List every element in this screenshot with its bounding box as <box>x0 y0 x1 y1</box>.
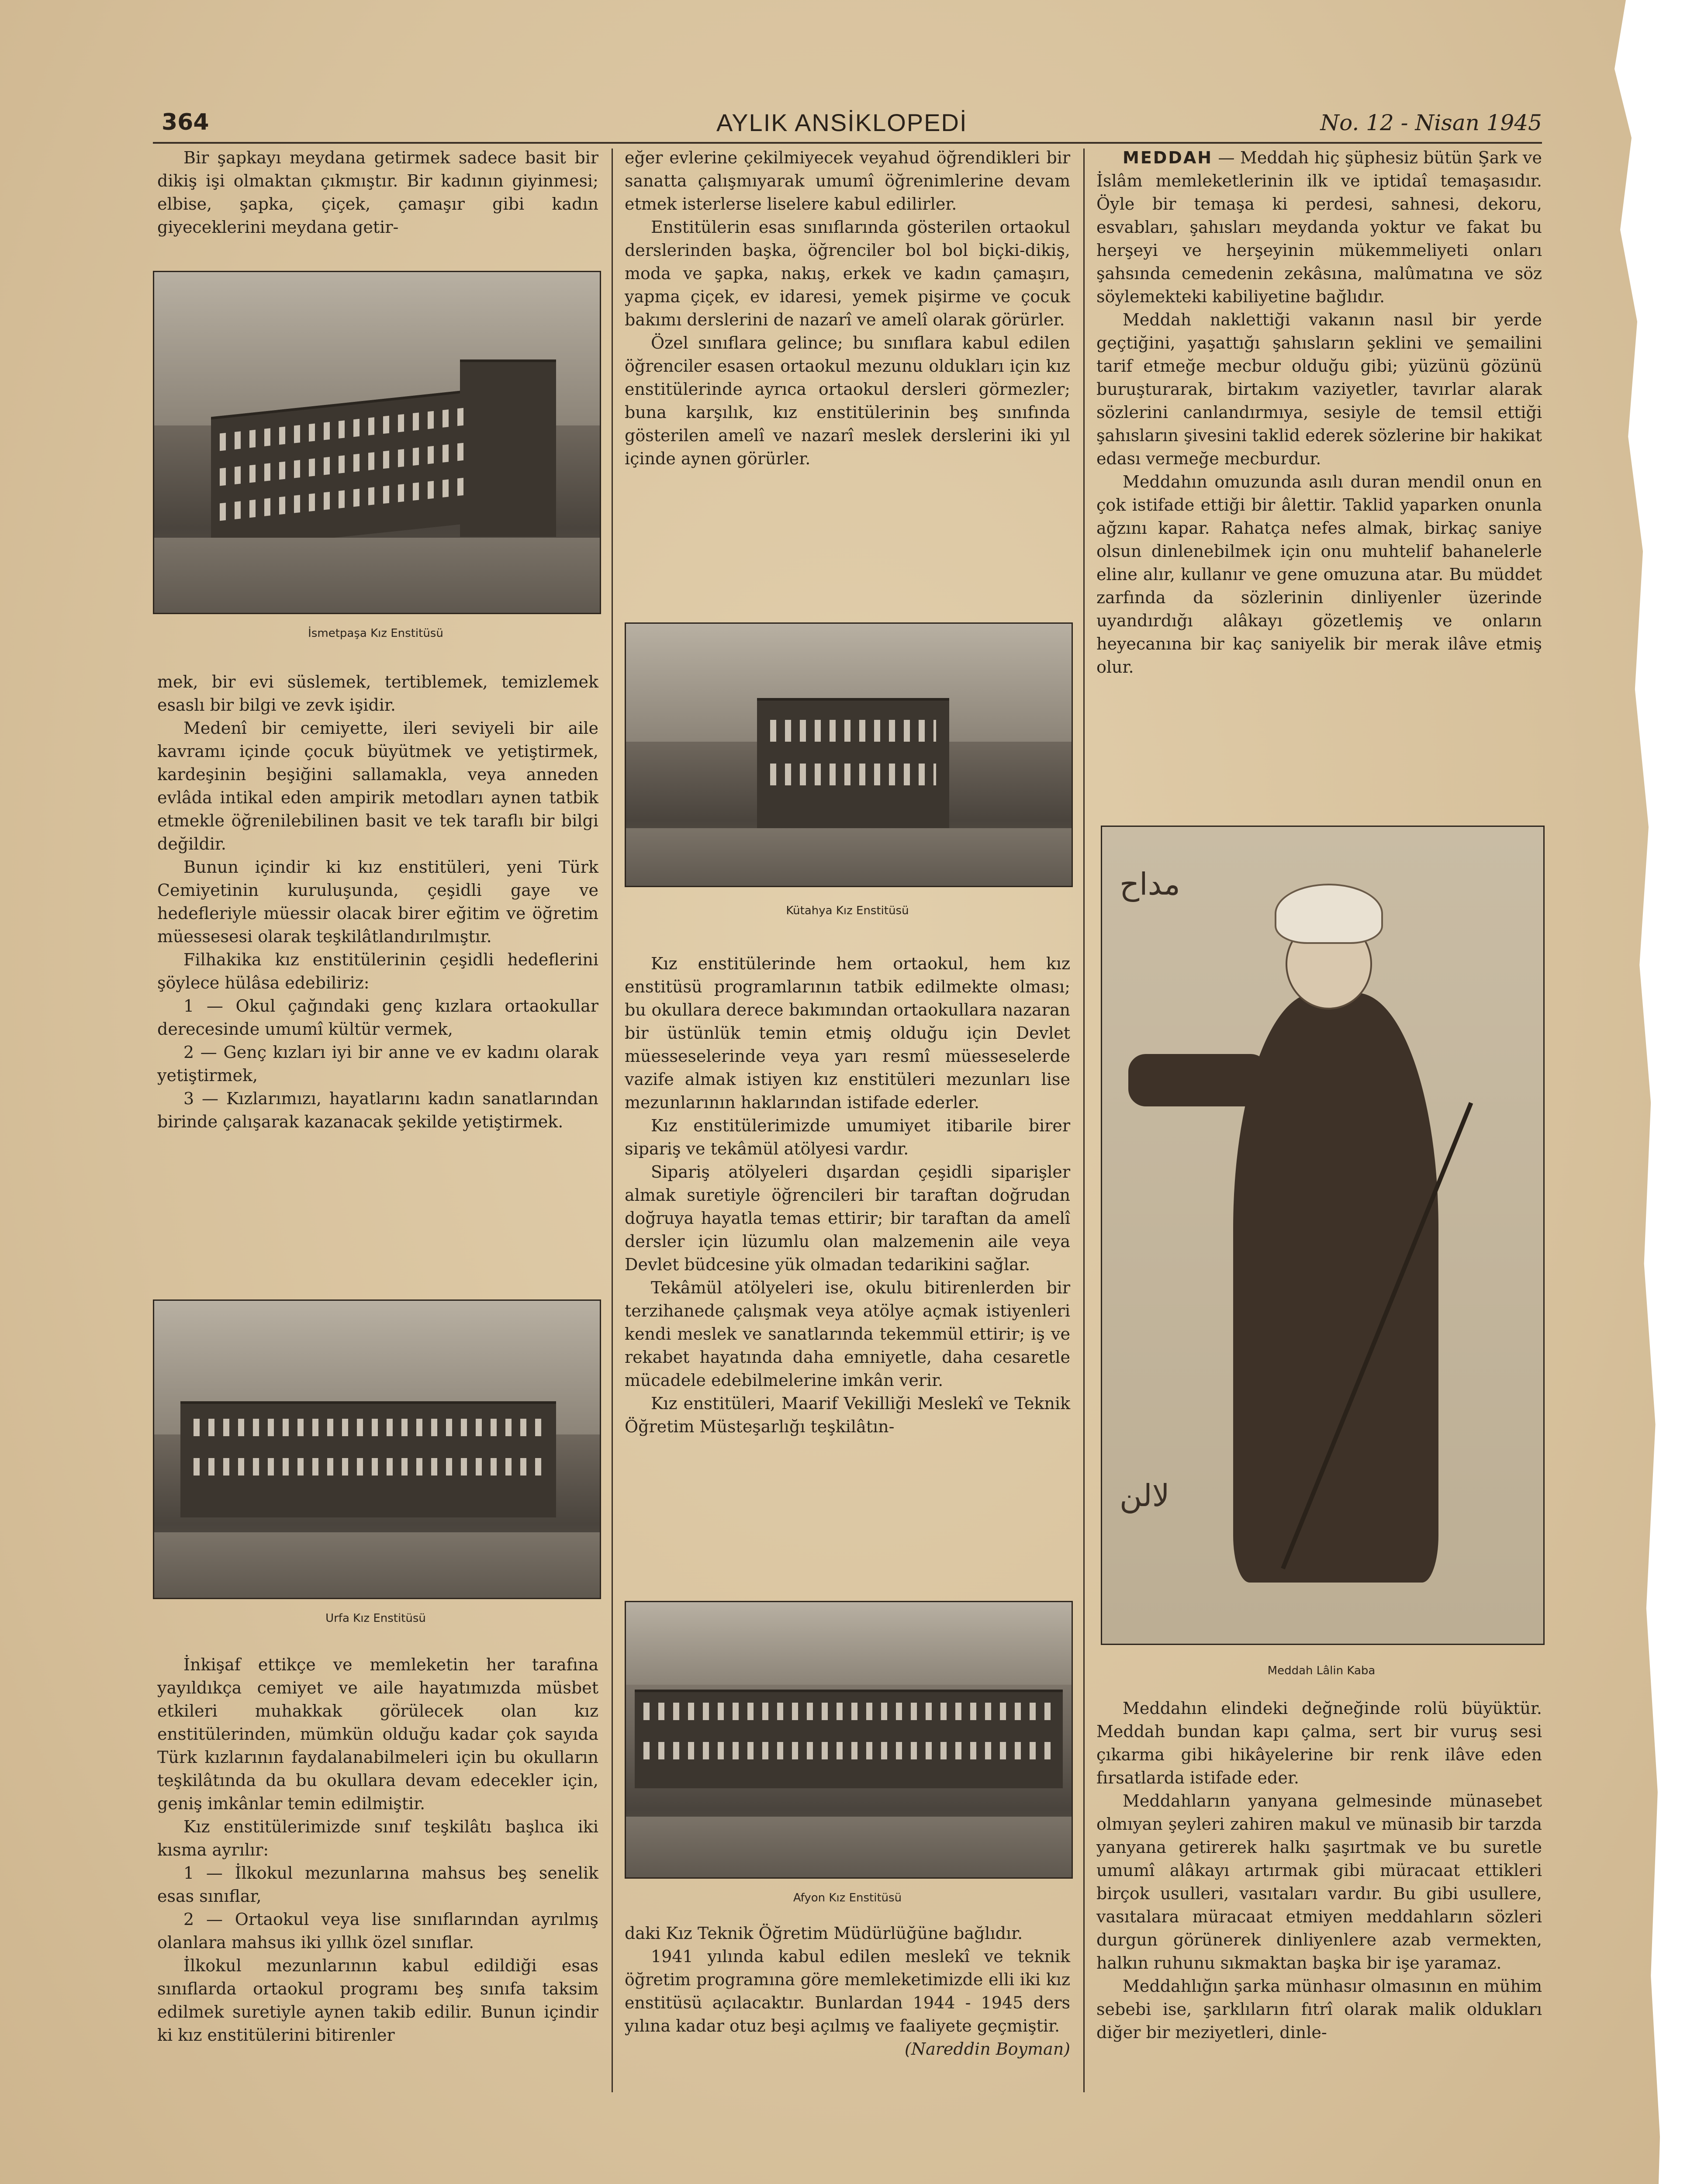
paragraph: Tekâmül atölyeleri ise, okulu bitirenlerden bir terzihanede çalışmak veya atölye açmak istiyenleri kendi meslek ve sanatlarında tekemmül ettirir; iş ve rekabet hayatında daha emniyetle, daha cesaretle mücadele edebilmelerine imkân verir. <box>625 1278 1070 1390</box>
paragraph: eğer evlerine çekilmiyecek veyahud öğrendikleri bir sanatta çalışmıyarak umumî öğrenimlerine devam etmek isterlerse liselere kabul edilirler. <box>625 148 1070 214</box>
entry-paragraph <box>1096 146 1542 308</box>
calligraphy-mark: ﻻﻟﻦ <box>1120 1478 1170 1514</box>
list-item: 1 — İlkokul mezunlarına mahsus beş senelik esas sınıflar, <box>157 1863 598 1906</box>
photo-ground <box>154 538 600 613</box>
photo-windows <box>770 764 936 785</box>
photo-caption: Afyon Kız Enstitüsü <box>793 1891 902 1904</box>
paragraph: İlkokul mezunlarının kabul edildiği esas sınıflarda ortaokul programı beş sınıfa taksim edilmek suretiyle aynen takib edilir. Bunun içindir ki kız enstitülerini bitirenler <box>157 1956 598 2045</box>
photo-windows <box>643 1742 1054 1759</box>
photo-ground <box>626 828 1072 886</box>
column-3-top <box>1096 146 1542 679</box>
paragraph: Kız enstitülerinde hem ortaokul, hem kız enstitüsü programlarının tatbik edilmekte olması; bu okullara derece bakımından ortaokullara nazaran bir üstünlük temin etmiş olduğu için Devlet müesseselerinde veya yarı resmî müesseselerde vazife almak istiyen kız enstitüleri mezunları lise mezunlarının haklarından istifade ederler. <box>625 954 1070 1112</box>
photo-ground <box>154 1532 600 1598</box>
photo-sky <box>626 1602 1072 1685</box>
figure-arm <box>1128 1054 1268 1106</box>
photo-urfa-institute <box>153 1299 601 1599</box>
photo-kutahya-institute <box>625 622 1073 887</box>
list-item: 2 — Genç kızları iyi bir anne ve ev kadını olarak yetiştirmek, <box>157 1043 598 1085</box>
column-1-middle <box>157 670 598 1133</box>
paragraph: daki Kız Teknik Öğretim Müdürlüğüne bağlıdır. <box>625 1924 1023 1943</box>
photo-windows <box>643 1703 1054 1720</box>
issue-info: No. 12 - Nisan 1945 <box>1320 110 1542 135</box>
paragraph: İnkişaf ettikçe ve memleketin her tarafına yayıldıkça cemiyet ve aile hayatımızda müsbet etkileri muhakkak görülecek olan kız enstitülerinden, mümkün olduğu kadar çok sayıda Türk kızlarının faydalanabilmeleri için bu okulların teşkilâtında da bu okullara devam edecekler için, geniş imkânlar temin edilmiştir. <box>157 1655 598 1813</box>
paragraph: Meddahın elindeki değneğinde rolü büyüktür. Meddah bundan kapı çalma, sert bir vuruş sesi çıkarma gibi hikâyelerine bir renk ilâve eden fırsatlarda istifade eder. <box>1096 1699 1542 1787</box>
photo-windows <box>770 720 936 742</box>
header-rule <box>153 142 1542 144</box>
paragraph: Meddahın omuzunda asılı duran mendil onun en çok istifade ettiği bir âlettir. Taklid yaparken onunla ağzını kapar. Rahatça nefes almak, birkaç saniye olsun dinlenebilmek için onu muhtelif bahanelerle eline alır, kullanır ve gene omuzuna atar. Bu müddet zarfında da sözlerinin dinliyenler üzerinde uyandırdığı alâkayı gözetlemiş ve onların heyecanına bir kaç saniyelik bir merak ilâve etmiş olur. <box>1096 472 1542 677</box>
entry-text: — Meddah hiç şüphesiz bütün Şark ve İslâm memleketlerinin ilk ve iptidaî temaşasıdır. Öyle bir temaşa ki perdesi, sahnesi, dekoru, esvabları, şahısları meydanda yoktur ve fakat bu herşeyi ve herşeyinin mükemmeliyeti onları şahsında cemedenin zekâsına, malûmatına ve söz söylemekteki kabiliyetine bağlıdır. <box>1096 148 1542 306</box>
paragraph: Bir şapkayı meydana getirmek sadece basit bir dikiş işi olmaktan çıkmıştır. Bir kadının giyinmesi; elbise, şapka, çiçek, çamaşır gibi kadın giyeceklerini meydana getir- <box>157 148 598 237</box>
portrait-caption: Meddah Lâlin Kaba <box>1267 1664 1376 1677</box>
paragraph: Sipariş atölyeleri dışardan çeşidli siparişler almak suretiyle öğrencileri bir taraftan doğrudan doğruya hayatla temas ettirir; bir taraftan da amelî dersler için lüzumlu olan malzemenin aile veya Devlet büdcesine yük olmadan tedarikini sağlar. <box>625 1162 1070 1274</box>
paragraph: Kız enstitülerimizde sınıf teşkilâtı başlıca iki kısma ayrılır: <box>157 1817 598 1859</box>
paragraph: Meddahlığın şarka münhasır olmasının en mühim sebebi ise, şarklıların fıtrî olarak malik oldukları diğer bir meziyetleri, dinle- <box>1096 1977 1542 2042</box>
photo-afyon-institute <box>625 1601 1073 1879</box>
photo-caption: Kütahya Kız Enstitüsü <box>786 904 909 917</box>
column-divider-left <box>612 149 613 2092</box>
list-item: 2 — Ortaokul veya lise sınıflarından ayrılmış olanlara mahsus iki yıllık özel sınıflar. <box>157 1910 598 1952</box>
photo-caption: Urfa Kız Enstitüsü <box>325 1612 426 1625</box>
paragraph: 1941 yılında kabul edilen meslekî ve teknik öğretim programına göre memleketimizde elli iki kız enstitüsü açılacaktır. Bunlardan 1944 - 1945 ders yılına kadar otuz beşi açılmış ve faaliyete geçmiştir. <box>625 1947 1070 2035</box>
column-2-middle <box>625 952 1070 1438</box>
paragraph: Enstitülerin esas sınıflarında gösterilen ortaokul derslerinden başka, öğrenciler bol bol biçki-dikiş, moda ve şapka, nakış, erkek ve kadın çamaşırı, yapma çiçek, ev idaresi, yemek pişirme ve çocuk bakımı derslerini de nazarî ve amelî olarak görürler. <box>625 218 1070 329</box>
photo-windows <box>194 1458 543 1476</box>
photo-ground <box>626 1817 1072 1877</box>
column-2-bottom <box>625 1922 1070 2061</box>
paragraph: Meddah naklettiği vakanın nasıl bir yerde geçtiğini, yaşattığı şahısların şeklini ve şemailini tarif etmeğe mecbur olduğu gibi; yüzünü gözünü buruşturarak, birtakım vaziyetler, tavırlar alarak sözlerini canlandırmıya, sesiyle de temsil ettiği şahısların şivesini taklid ederek sözlerine bir hakikat edası vermeğe mecburdur. <box>1096 310 1542 468</box>
paragraph: Özel sınıflara gelince; bu sınıflara kabul edilen öğrenciler esasen ortaokul mezunu oldukları için kız enstitülerinde ayrıca ortaokul dersleri görmezler; buna karşılık, kız enstitülerinin beş sınıfında gösterilen amelî ve nazarî meslek derslerini iki yıl içinde aynen görürler. <box>625 333 1070 468</box>
author-signature: (Nareddin Boyman) <box>905 2039 1070 2059</box>
figure-turban <box>1275 884 1383 944</box>
photo-windows <box>194 1419 543 1436</box>
photo-building-tower <box>460 359 556 537</box>
paragraph: Bunun içindir ki kız enstitüleri, yeni Türk Cemiyetinin kuruluşunda, çeşidli gaye ve hedefleriyle müessir olacak birer eğitim ve öğretim müessesesi olarak teşkilâtlandırılmıştır. <box>157 857 598 946</box>
list-item: 3 — Kızlarımızı, hayatlarını kadın sanatlarından birinde çalışarak kazanacak şekilde yetiştirmek. <box>157 1089 598 1131</box>
column-2-top <box>625 146 1070 470</box>
column-1-bottom <box>157 1653 598 2047</box>
photo-ismetpasa-institute <box>153 271 601 614</box>
paragraph: Filhakika kız enstitülerinin çeşidli hedeflerini şöylece hülâsa edebiliriz: <box>157 950 598 992</box>
column-3-bottom <box>1096 1697 1542 2044</box>
page-number: 364 <box>162 109 209 135</box>
entry-heading: MEDDAH <box>1123 148 1213 167</box>
list-item: 1 — Okul çağındaki genç kızlara ortaokullar derecesinde umumî kültür vermek, <box>157 996 598 1039</box>
paragraph: Kız enstitüleri, Maarif Vekilliği Meslekî ve Teknik Öğretim Müsteşarlığı teşkilâtın- <box>625 1394 1070 1436</box>
column-1-top <box>157 146 598 239</box>
column-divider-right <box>1083 149 1085 2092</box>
paragraph: mek, bir evi süslemek, tertiblemek, temizlemek esaslı bir bilgi ve zevk işidir. <box>157 672 598 715</box>
paragraph: Kız enstitülerimizde umumiyet itibarile birer sipariş ve tekâmül atölyesi vardır. <box>625 1116 1070 1158</box>
journal-title: AYLIK ANSİKLOPEDİ <box>716 109 968 136</box>
paragraph: Medenî bir cemiyette, ileri seviyeli bir aile kavramı içinde çocuk büyütmek ve yetiştirmek, kardeşinin beşiğini sallamakla, veya anneden evlâda intikal eden ampirik metodları aynen tatbik etmekle öğrenilebilinen basit ve tek taraflı bir bilgi değildir. <box>157 719 598 854</box>
portrait-meddah <box>1101 826 1545 1645</box>
calligraphy-mark: ﻣﺪﺍﺡ <box>1120 866 1180 902</box>
paragraph: Meddahların yanyana gelmesinde münasebet olmıyan şeyleri zahiren makul ve münasib bir tarzda yanyana getirerek halkı şaşırtmak ve bu suretle umumî alâkayı artırmak gibi müracaat ettikleri birçok usulleri, vasıtaları vardır. Bu gibi usullere, vasıtalara müracaat etmiyen meddahların sözleri durgun görünerek dinliyenlere azab vermekten, halkın ruhunu sıkmaktan başka bir işe yaramaz. <box>1096 1791 1542 1973</box>
photo-caption: İsmetpaşa Kız Enstitüsü <box>308 627 443 640</box>
page-header <box>153 105 1542 140</box>
